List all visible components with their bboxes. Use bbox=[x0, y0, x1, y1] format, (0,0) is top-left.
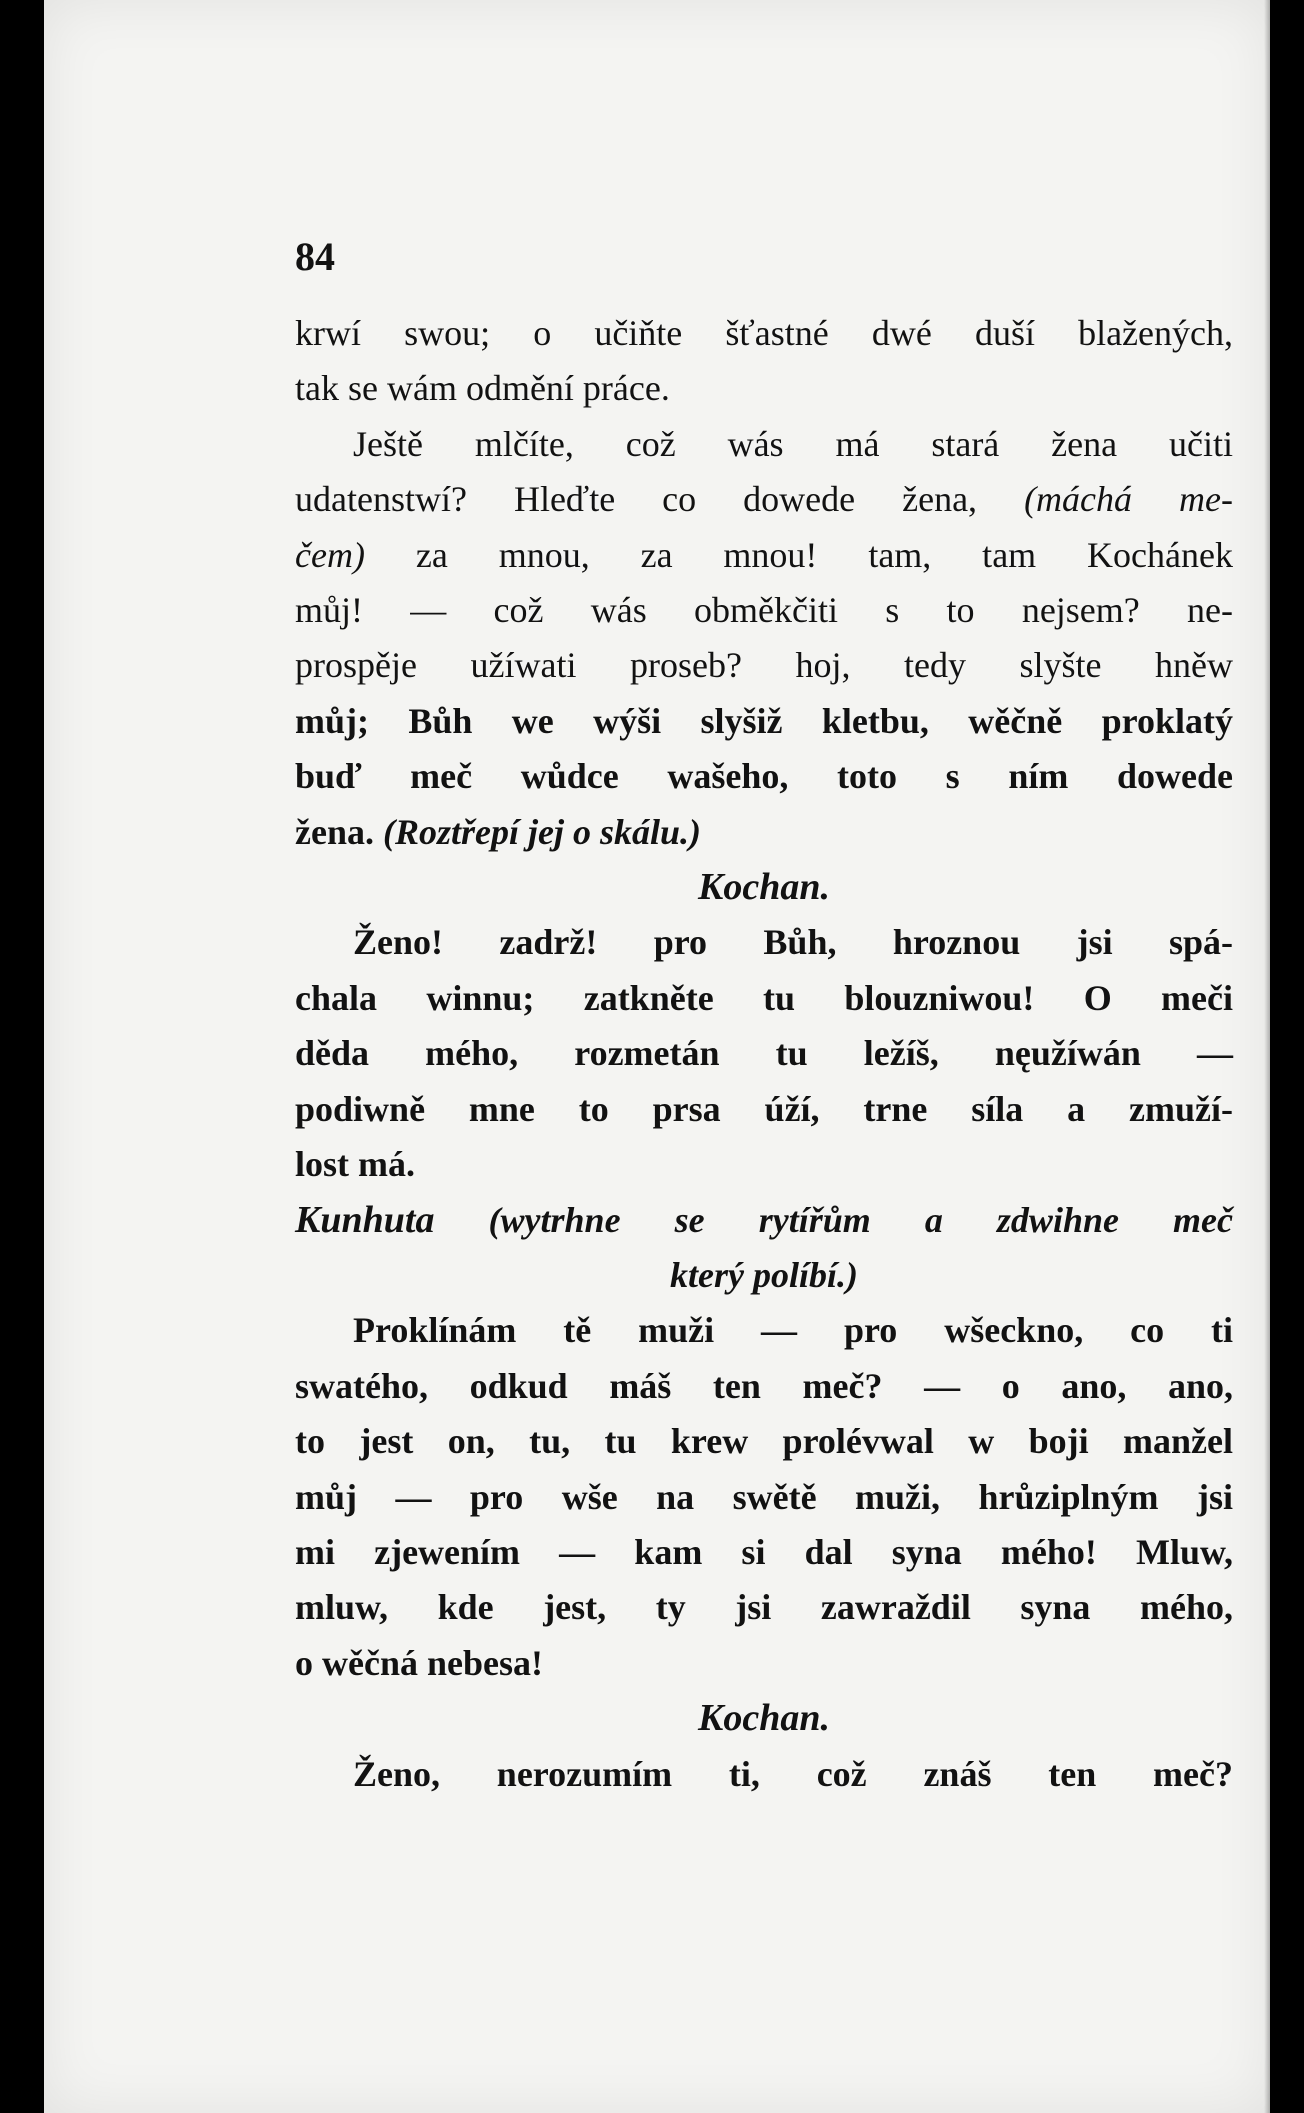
text-line: podiwně mne to prsa úží, trne síla a zmuží- bbox=[295, 1088, 1233, 1129]
text-line: mluw, kde jest, ty jsi zawraždil syna mého, bbox=[295, 1587, 1233, 1628]
text-line: udatenstwí? Hleďte co dowede žena, (máchá me- bbox=[295, 479, 1233, 520]
text-line: čem) za mnou, za mnou! tam, tam Kochánek bbox=[295, 534, 1233, 575]
speech-kochan-reply bbox=[295, 1747, 1233, 1802]
text-line: tak se wám odmění práce. bbox=[295, 368, 670, 409]
page-text bbox=[295, 222, 1233, 1802]
text-line: lost má. bbox=[295, 1144, 415, 1185]
paragraph-opening bbox=[295, 306, 1233, 860]
speaker-name: Kochan. bbox=[698, 1697, 830, 1740]
text-line: můj — pro wše na swětě muži, hrůziplným jsi bbox=[295, 1476, 1233, 1517]
speech-kunhuta bbox=[295, 1303, 1233, 1691]
text-line: krwí swou; o učiňte šťastné dwé duší blažených, bbox=[295, 313, 1233, 353]
text-line: swatého, odkud máš ten meč? — o ano, ano, bbox=[295, 1365, 1233, 1406]
stage-direction: (wytrhne se rytířům a zdwihne meč bbox=[488, 1199, 1234, 1240]
text-line: Proklínám tě muži — pro wšeckno, co ti bbox=[353, 1310, 1233, 1351]
stage-direction: (máchá me- bbox=[1024, 479, 1233, 520]
text-line: Ještě mlčíte, což wás má stará žena učiti bbox=[353, 423, 1233, 464]
stage-direction: (Roztřepí jej o skálu.) bbox=[382, 811, 701, 852]
text-line: mi zjewením — kam si dal syna mého! Mluw, bbox=[295, 1531, 1233, 1572]
text-line: Ženo! zadrž! pro Bůh, hroznou jsi spá- bbox=[353, 922, 1233, 963]
text-line: to jest on, tu, tu krew prolévwal w boji manžel bbox=[295, 1421, 1233, 1462]
text-line: buď meč wůdce wašeho, toto s ním dowede bbox=[295, 756, 1233, 797]
speaker-name: Kochan. bbox=[698, 866, 830, 909]
text-line: chala winnu; zatkněte tu blouzniwou! O meči bbox=[295, 977, 1233, 1018]
book-page bbox=[44, 0, 1270, 2113]
stage-direction: který políbí.) bbox=[670, 1254, 858, 1295]
stage-direction: čem) bbox=[295, 534, 365, 575]
text-line: můj! — což wás obměkčiti s to nejsem? ne- bbox=[295, 590, 1233, 631]
text-line: o wěčná nebesa! bbox=[295, 1642, 543, 1683]
speaker-name: Kunhuta bbox=[295, 1198, 435, 1241]
text-line: můj; Bůh we wýši slyšiž kletbu, wěčně proklatý bbox=[295, 700, 1233, 741]
page-number: 84 bbox=[295, 234, 335, 279]
text-line: Ženo, nerozumím ti, což znáš ten meč? bbox=[353, 1753, 1233, 1794]
text-line: žena. (Roztřepí jej o skálu.) bbox=[295, 811, 701, 852]
text-line: prospěje užíwati proseb? hoj, tedy slyšte hněw bbox=[295, 645, 1233, 686]
text-line: děda mého, rozmetán tu ležíš, nęužíwán — bbox=[295, 1033, 1233, 1074]
speech-kochan bbox=[295, 915, 1233, 1192]
stage-direction-line bbox=[295, 1193, 1233, 1248]
